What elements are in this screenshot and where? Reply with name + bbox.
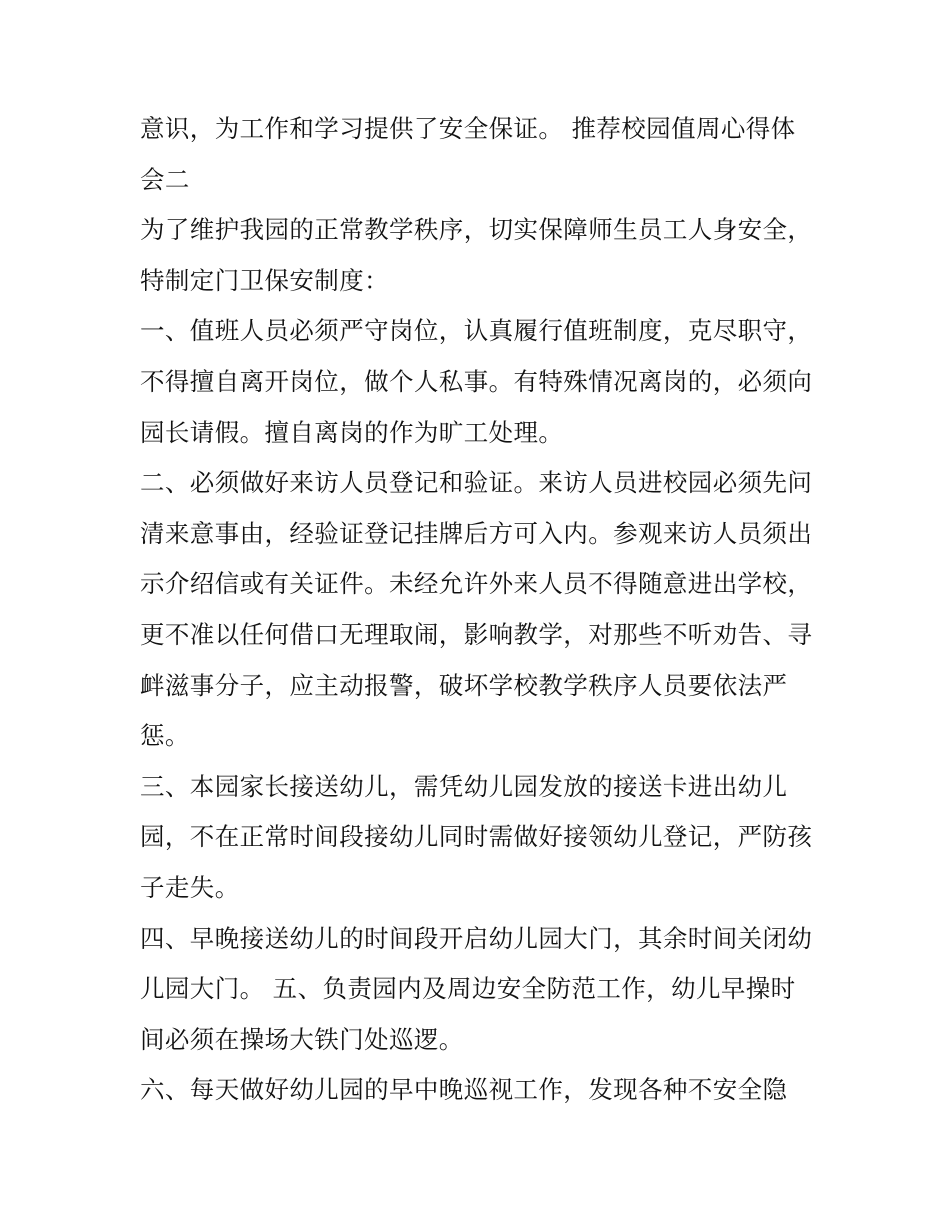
- text-line: 二、必须做好来访人员登记和验证。来访人员进校园必须先问: [140, 468, 813, 498]
- text-line: 园长请假。擅自离岗的作为旷工处理。: [140, 417, 564, 447]
- text-line: 更不准以任何借口无理取闹，影响教学，对那些不听劝告、寻: [140, 619, 813, 649]
- text-line: 园，不在正常时间段接幼儿同时需做好接领幼儿登记，严防孩: [140, 822, 813, 852]
- text-line: 儿园大门。 五、负责园内及周边安全防范工作，幼儿早操时: [140, 974, 796, 1004]
- text-line: 意识，为工作和学习提供了安全保证。 推荐校园值周心得体: [140, 114, 796, 143]
- text-line: 清来意事由，经验证登记挂牌后方可入内。参观来访人员须出: [140, 518, 813, 548]
- text-line: 三、本园家长接送幼儿，需凭幼儿园发放的接送卡进出幼儿: [140, 771, 788, 801]
- text-line: 衅滋事分子，应主动报警，破坏学校教学秩序人员要依法严: [140, 670, 788, 700]
- text-line: 间必须在操场大铁门处巡逻。: [140, 1024, 464, 1054]
- text-line: 六、每天做好幼儿园的早中晚巡视工作，发现各种不安全隐: [140, 1075, 788, 1105]
- text-line: 四、早晚接送幼儿的时间段开启幼儿园大门，其余时间关闭幼: [140, 923, 813, 953]
- text-line: 惩。: [140, 721, 190, 751]
- text-line: 特制定门卫保安制度：: [140, 265, 389, 295]
- text-line: 为了维护我园的正常教学秩序，切实保障师生员工人身安全，: [140, 215, 813, 245]
- text-line: 会二: [140, 164, 190, 194]
- text-line: 一、值班人员必须严守岗位，认真履行值班制度，克尽职守，: [140, 316, 813, 346]
- document-body: [140, 104, 820, 1116]
- text-line: 子走失。: [140, 872, 240, 902]
- text-line: 示介绍信或有关证件。未经允许外来人员不得随意进出学校，: [140, 569, 813, 599]
- text-line: 不得擅自离开岗位，做个人私事。有特殊情况离岗的，必须向: [140, 366, 813, 396]
